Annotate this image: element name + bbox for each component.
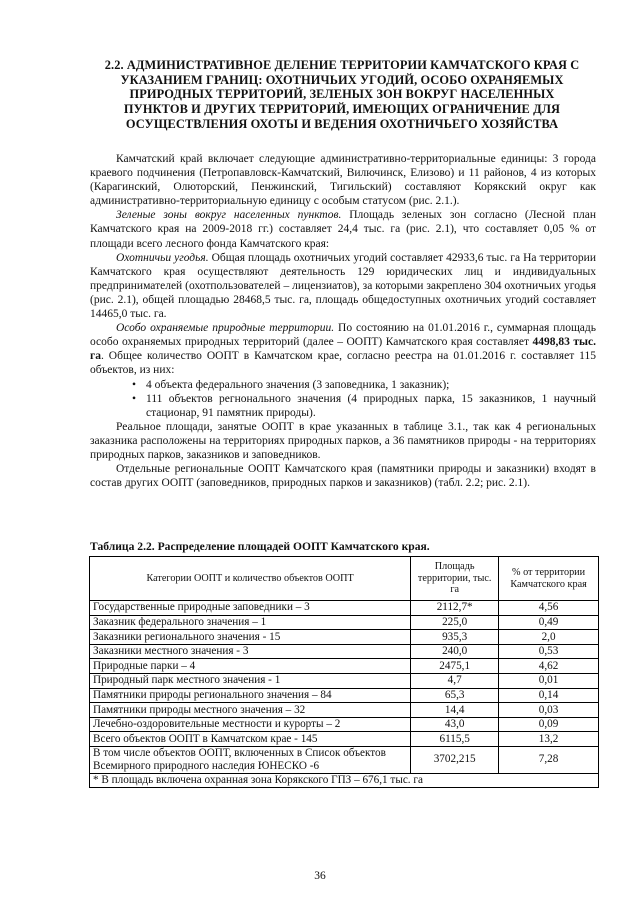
table-row-unesco <box>90 746 599 773</box>
bullet-icon: • <box>132 378 137 391</box>
cell-percent: 7,28 <box>499 746 599 773</box>
body-text <box>90 152 596 490</box>
paragraph-green-zones <box>90 208 596 250</box>
cell-percent: 0,14 <box>499 688 599 703</box>
table-header-row <box>90 557 599 601</box>
table-footnote: * В площадь включена охранная зона Корякского ГПЗ – 676,1 тыс. га <box>90 773 599 787</box>
cell-area: 935,3 <box>411 630 499 645</box>
hunting-grounds-lead: Охотничьи угодья. <box>116 251 209 264</box>
cell-area: 4,7 <box>411 673 499 688</box>
table-caption: Таблица 2.2. Распределение площадей ООПТ Камчатского края. <box>90 540 430 553</box>
list-item-text: 111 объектов регнонального значения (4 природных парка, 15 заказников, 1 научный стационар, 91 памятник природы). <box>146 392 596 419</box>
paragraph-real-area: Реальное площади, занятые ООПТ в крае указанных в таблице 3.1., так как 4 региональных заказника расположены на территориях природных парков, а 36 памятников природы - на территориях природных парков, заказников и заповедников. <box>90 420 596 461</box>
paragraph-hunting-grounds <box>90 251 596 321</box>
heading-line: УКАЗАНИЕМ ГРАНИЦ: ОХОТНИЧЬИХ УГОДИЙ, ОСОБО ОХРАНЯЕМЫХ <box>120 72 564 87</box>
cell-area: 3702,215 <box>411 746 499 773</box>
cell-category: Памятники природы местного значения – 32 <box>90 703 411 718</box>
paragraph-protected-areas <box>90 321 596 377</box>
heading-line: 2.2. АДМИНИСТРАТИВНОЕ ДЕЛЕНИЕ ТЕРРИТОРИИ КАМЧАТСКОГО КРАЯ С <box>104 58 580 72</box>
table-row <box>90 703 599 718</box>
hunting-grounds-text: Общая площадь охотничьих угодий составляет 42933,6 тыс. га На территории Камчатского края осуществляют деятельность 129 юридических лиц и индивидуальных предпринимателей (охотпользователей – лицензиатов), за которыми закреплено 304 охотничьих угодья (рис. 2.1), общей площадью 28468,5 тыс. га, площадь общедоступных охотничьих угодий составляет 14465,0 тыс. га. <box>90 251 596 321</box>
cell-area: 14,4 <box>411 703 499 718</box>
table-row <box>90 615 599 630</box>
heading-line: ПУНКТОВ И ДРУГИХ ТЕРРИТОРИЙ, ИМЕЮЩИХ ОГРАНИЧЕНИЕ ДЛЯ <box>123 102 561 117</box>
protected-areas-list <box>90 378 596 420</box>
cell-area: 2112,7* <box>411 601 499 616</box>
cell-percent: 0,03 <box>499 703 599 718</box>
bullet-icon: • <box>132 392 137 405</box>
cell-percent: 4,62 <box>499 659 599 674</box>
cell-percent: 13,2 <box>499 732 599 747</box>
heading-line: ОСУЩЕСТВЛЕНИЯ ОХОТЫ И ВЕДЕНИЯ ОХОТНИЧЬЕГО ХОЗЯЙСТВА <box>125 116 559 131</box>
protected-areas-text-b: . Общее количество ООПТ в Камчатском крае, согласно реестра на 01.01.2016 г. составляет 115 объектов, из них: <box>90 350 596 377</box>
section-heading <box>86 58 598 132</box>
cell-category: В том числе объектов ООПТ, включенных в Список объектов Всемирного природного наследия ЮНЕСКО -6 <box>90 746 411 773</box>
cell-area: 225,0 <box>411 615 499 630</box>
header-category: Категории ООПТ и количество объектов ООПТ <box>90 557 411 601</box>
paragraph-admin-division: Камчатский край включает следующие административно-территориальные единицы: 3 города краевого подчинения (Петропавловск-Камчатский, Вилючинск, Елизово) и 11 районов, 4 из которых (Карагинский, Олюторский, Пенжинский, Тигильский) составляют Корякский округ как административно-территориальную единицу с особым статусом (рис. 2.1.). <box>90 153 596 208</box>
list-item-text: 4 объекта федерального значения (3 заповедника, 1 заказник); <box>146 378 450 391</box>
cell-category: Лечебно-оздоровительные местности и курорты – 2 <box>90 717 411 732</box>
cell-area: 240,0 <box>411 644 499 659</box>
green-zones-text: Площадь зеленых зон согласно (Лесной план Камчатского края на 2009-2018 гг.) составляет 24,4 тыс. га (рис. 2.1), что составляет 0,05 % от площади всего лесного фонда Камчатского края: <box>90 209 596 250</box>
cell-category: Заказник федерального значения – 1 <box>90 615 411 630</box>
list-item <box>90 378 596 392</box>
page-number: 36 <box>314 870 326 882</box>
protected-areas-total: 4498,83 тыс. га <box>90 336 596 363</box>
cell-category: Природный парк местного значения - 1 <box>90 673 411 688</box>
table-row <box>90 644 599 659</box>
header-area: Площадь территории, тыс. га <box>411 557 499 601</box>
cell-category: Заказники регионального значения - 15 <box>90 630 411 645</box>
cell-percent: 2,0 <box>499 630 599 645</box>
table-row <box>90 688 599 703</box>
cell-percent: 4,56 <box>499 601 599 616</box>
cell-category: Природные парки – 4 <box>90 659 411 674</box>
cell-category: Государственные природные заповедники – 3 <box>90 601 411 616</box>
cell-percent: 0,09 <box>499 717 599 732</box>
cell-area: 6115,5 <box>411 732 499 747</box>
protected-areas-table <box>89 556 599 788</box>
cell-area: 65,3 <box>411 688 499 703</box>
cell-category: Всего объектов ООПТ в Камчатском крае - 145 <box>90 732 411 747</box>
cell-category: Заказники местного значения - 3 <box>90 644 411 659</box>
paragraph-regional-parts: Отдельные региональные ООПТ Камчатского края (памятники природы и заказники) входят в состав других ООПТ (заповедников, природных парков и заказников) (табл. 2.2; рис. 2.1). <box>90 463 596 490</box>
cell-percent: 0,53 <box>499 644 599 659</box>
table-row <box>90 673 599 688</box>
table-row <box>90 601 599 616</box>
cell-area: 2475,1 <box>411 659 499 674</box>
header-percent: % от территории Камчатского края <box>499 557 599 601</box>
protected-areas-lead: Особо охраняемые природные территории. <box>116 322 335 335</box>
table-footnote-row <box>90 773 599 787</box>
table-row-total <box>90 732 599 747</box>
cell-category: Памятники природы регионального значения – 84 <box>90 688 411 703</box>
cell-area: 43,0 <box>411 717 499 732</box>
protected-areas-text-a: По состоянию на 01.01.2016 г., суммарная площадь особо охраняемых природных территорий (далее – ООПТ) Камчатского края составляет <box>90 322 597 349</box>
table-row <box>90 630 599 645</box>
heading-line: ПРИРОДНЫХ ТЕРРИТОРИЙ, ЗЕЛЕНЫХ ЗОН ВОКРУГ НАСЕЛЕННЫХ <box>129 87 555 102</box>
table-row <box>90 717 599 732</box>
cell-percent: 0,01 <box>499 673 599 688</box>
table-row <box>90 659 599 674</box>
green-zones-lead: Зеленые зоны вокруг населенных пунктов. <box>116 209 342 222</box>
cell-percent: 0,49 <box>499 615 599 630</box>
list-item <box>90 392 596 420</box>
